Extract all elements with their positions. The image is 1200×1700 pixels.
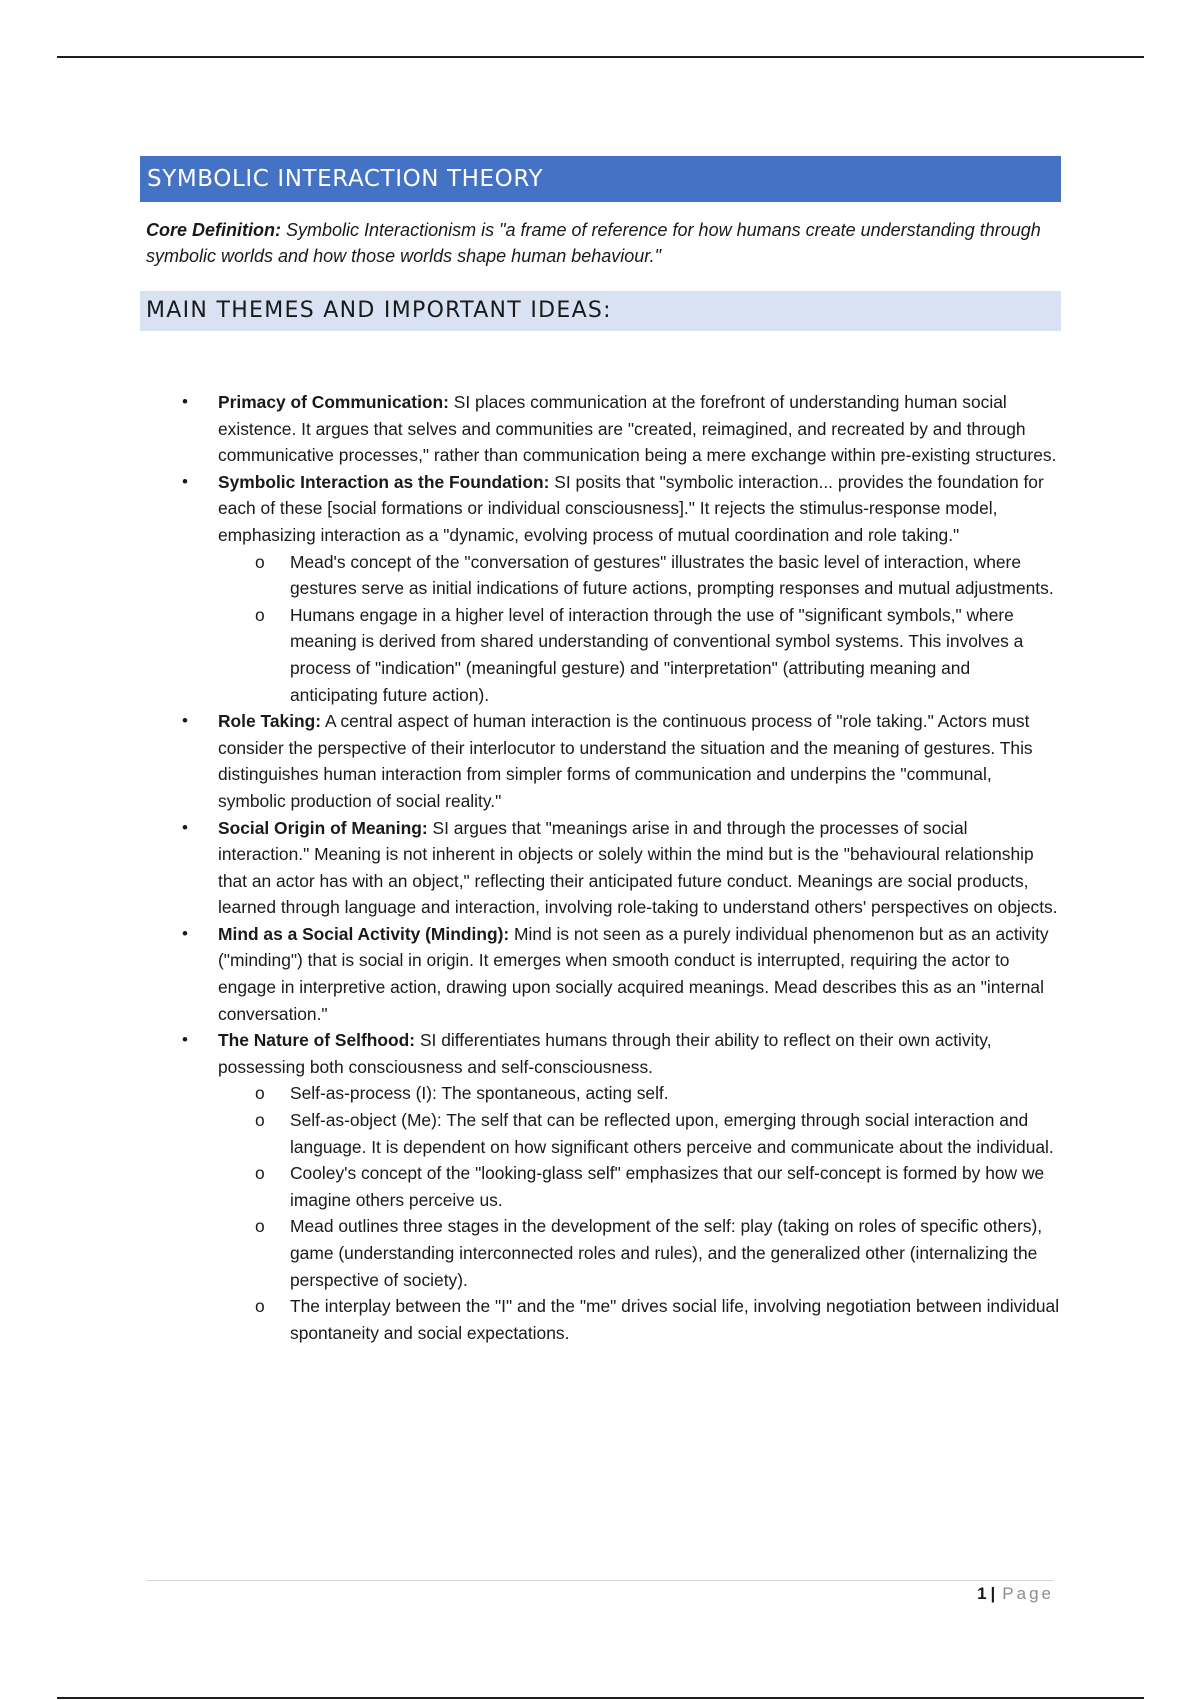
circle-bullet-icon: o bbox=[255, 1083, 265, 1104]
bullet-icon: • bbox=[182, 817, 188, 837]
subpoint-text: Cooley's concept of the "looking-glass self" emphasizes that our self-concept is formed by how we imagine others perceive us. bbox=[290, 1163, 1045, 1210]
circle-bullet-icon: o bbox=[255, 551, 265, 572]
theme-item bbox=[0, 815, 1200, 921]
header-rule bbox=[57, 56, 1144, 58]
section-heading: MAIN THEMES AND IMPORTANT IDEAS: bbox=[140, 291, 1061, 331]
page-separator: | bbox=[990, 1584, 999, 1603]
theme-text: A central aspect of human interaction is the continuous process of "role taking." Actors must consider the perspective of their interlocutor to understand the situation and the meaning of gestures. This distinguishes human interaction from simpler forms of communication and underpins the "communal, symbolic production of social reality." bbox=[218, 711, 1033, 811]
subpoint-list bbox=[218, 1080, 1060, 1346]
subpoint-item bbox=[218, 549, 1060, 602]
subpoint-item bbox=[218, 1160, 1060, 1213]
subpoint-text: Mead's concept of the "conversation of gestures" illustrates the basic level of interaction, where gestures serve as initial indications of future actions, prompting responses and mutual adjustments. bbox=[290, 551, 1054, 599]
bullet-icon: • bbox=[182, 1030, 188, 1050]
bullet-icon: • bbox=[182, 711, 188, 731]
definition-label: Core Definition: bbox=[146, 220, 281, 240]
theme-item bbox=[0, 921, 1200, 1027]
page-title: SYMBOLIC INTERACTION THEORY bbox=[140, 156, 1061, 202]
theme-label: Social Origin of Meaning: bbox=[218, 817, 428, 838]
subpoint-text: Humans engage in a higher level of interaction through the use of "significant symbols," where meaning is derived from shared understanding of conventional symbol systems. This involves a process of "indication" (meaningful gesture) and "interpretation" (attributing meaning and anticipating future action). bbox=[290, 604, 1024, 705]
footer-bottom-rule bbox=[57, 1697, 1144, 1699]
bullet-icon: • bbox=[182, 923, 188, 943]
theme-label: Symbolic Interaction as the Foundation: bbox=[218, 471, 550, 492]
subpoint-text: Self-as-object (Me): The self that can be reflected upon, emerging through social interaction and language. It is dependent on how significant others perceive and communicate about the individual. bbox=[290, 1110, 1054, 1157]
subpoint-text: Mead outlines three stages in the development of the self: play (taking on roles of specific others), game (understanding interconnected roles and rules), and the generalized other (internalizing the perspective of society). bbox=[290, 1216, 1043, 1290]
themes-list bbox=[0, 389, 1200, 1346]
theme-text: SI argues that "meanings arise in and through the processes of social interaction." Meaning is not inherent in objects or solely within the mind but is the "behavioural relationship that an actor has with an object," reflecting their anticipated future conduct. Meanings are social products, learned through language and interaction, involving role-taking to understand others' perspectives on objects. bbox=[218, 817, 1058, 918]
circle-bullet-icon: o bbox=[255, 604, 265, 625]
definition-text: Symbolic Interactionism is "a frame of reference for how humans create understanding through symbolic worlds and how those worlds shape human behaviour." bbox=[146, 220, 1041, 266]
theme-label: The Nature of Selfhood: bbox=[218, 1030, 416, 1051]
circle-bullet-icon: o bbox=[255, 1296, 265, 1317]
subpoint-list bbox=[218, 549, 1060, 709]
circle-bullet-icon: o bbox=[255, 1216, 265, 1237]
theme-item bbox=[0, 708, 1200, 814]
theme-text: SI places communication at the forefront of understanding human social existence. It argues that selves and communities are "created, reimagined, and recreated by and through communicative processes," rather than communication being a mere exchange within pre-existing structures. bbox=[218, 392, 1057, 466]
theme-label: Mind as a Social Activity (Minding): bbox=[218, 923, 510, 944]
theme-item bbox=[0, 1027, 1200, 1346]
theme-label: Primacy of Communication: bbox=[218, 392, 449, 412]
subpoint-item bbox=[218, 1293, 1060, 1346]
subpoint-item bbox=[218, 1107, 1060, 1160]
page-number: 1 bbox=[977, 1584, 987, 1603]
subpoint-text: The interplay between the "I" and the "me" drives social life, involving negotiation between individual spontaneity and social expectations. bbox=[290, 1296, 1060, 1343]
circle-bullet-icon: o bbox=[255, 1110, 265, 1131]
theme-text: Mind is not seen as a purely individual phenomenon but as an activity ("minding") that is social in origin. It emerges when smooth conduct is interrupted, requiring the actor to engage in interpretive action, drawing upon socially acquired meanings. Mead describes this as an "internal conversation." bbox=[218, 923, 1049, 1024]
theme-text: SI posits that "symbolic interaction... provides the foundation for each of these [social formations or individual consciousness]." It rejects the stimulus-response model, emphasizing interaction as a "dynamic, evolving process of mutual coordination and role taking." bbox=[218, 471, 1044, 545]
circle-bullet-icon: o bbox=[255, 1163, 265, 1184]
footer-rule bbox=[146, 1580, 1054, 1581]
core-definition bbox=[146, 217, 1056, 269]
subpoint-item bbox=[218, 1080, 1060, 1107]
subpoint-item bbox=[218, 1213, 1060, 1293]
page-number-footer bbox=[977, 1580, 1054, 1608]
theme-text: SI differentiates humans through their ability to reflect on their own activity, possessing both consciousness and self-consciousness. bbox=[218, 1030, 992, 1077]
bullet-icon: • bbox=[182, 392, 188, 411]
theme-label: Role Taking: bbox=[218, 711, 322, 732]
page-label: Page bbox=[1002, 1584, 1054, 1603]
bullet-icon: • bbox=[182, 471, 188, 491]
subpoint-text: Self-as-process (I): The spontaneous, acting self. bbox=[290, 1083, 669, 1104]
theme-item bbox=[0, 389, 1200, 469]
theme-item bbox=[0, 469, 1200, 708]
subpoint-item bbox=[218, 602, 1060, 708]
